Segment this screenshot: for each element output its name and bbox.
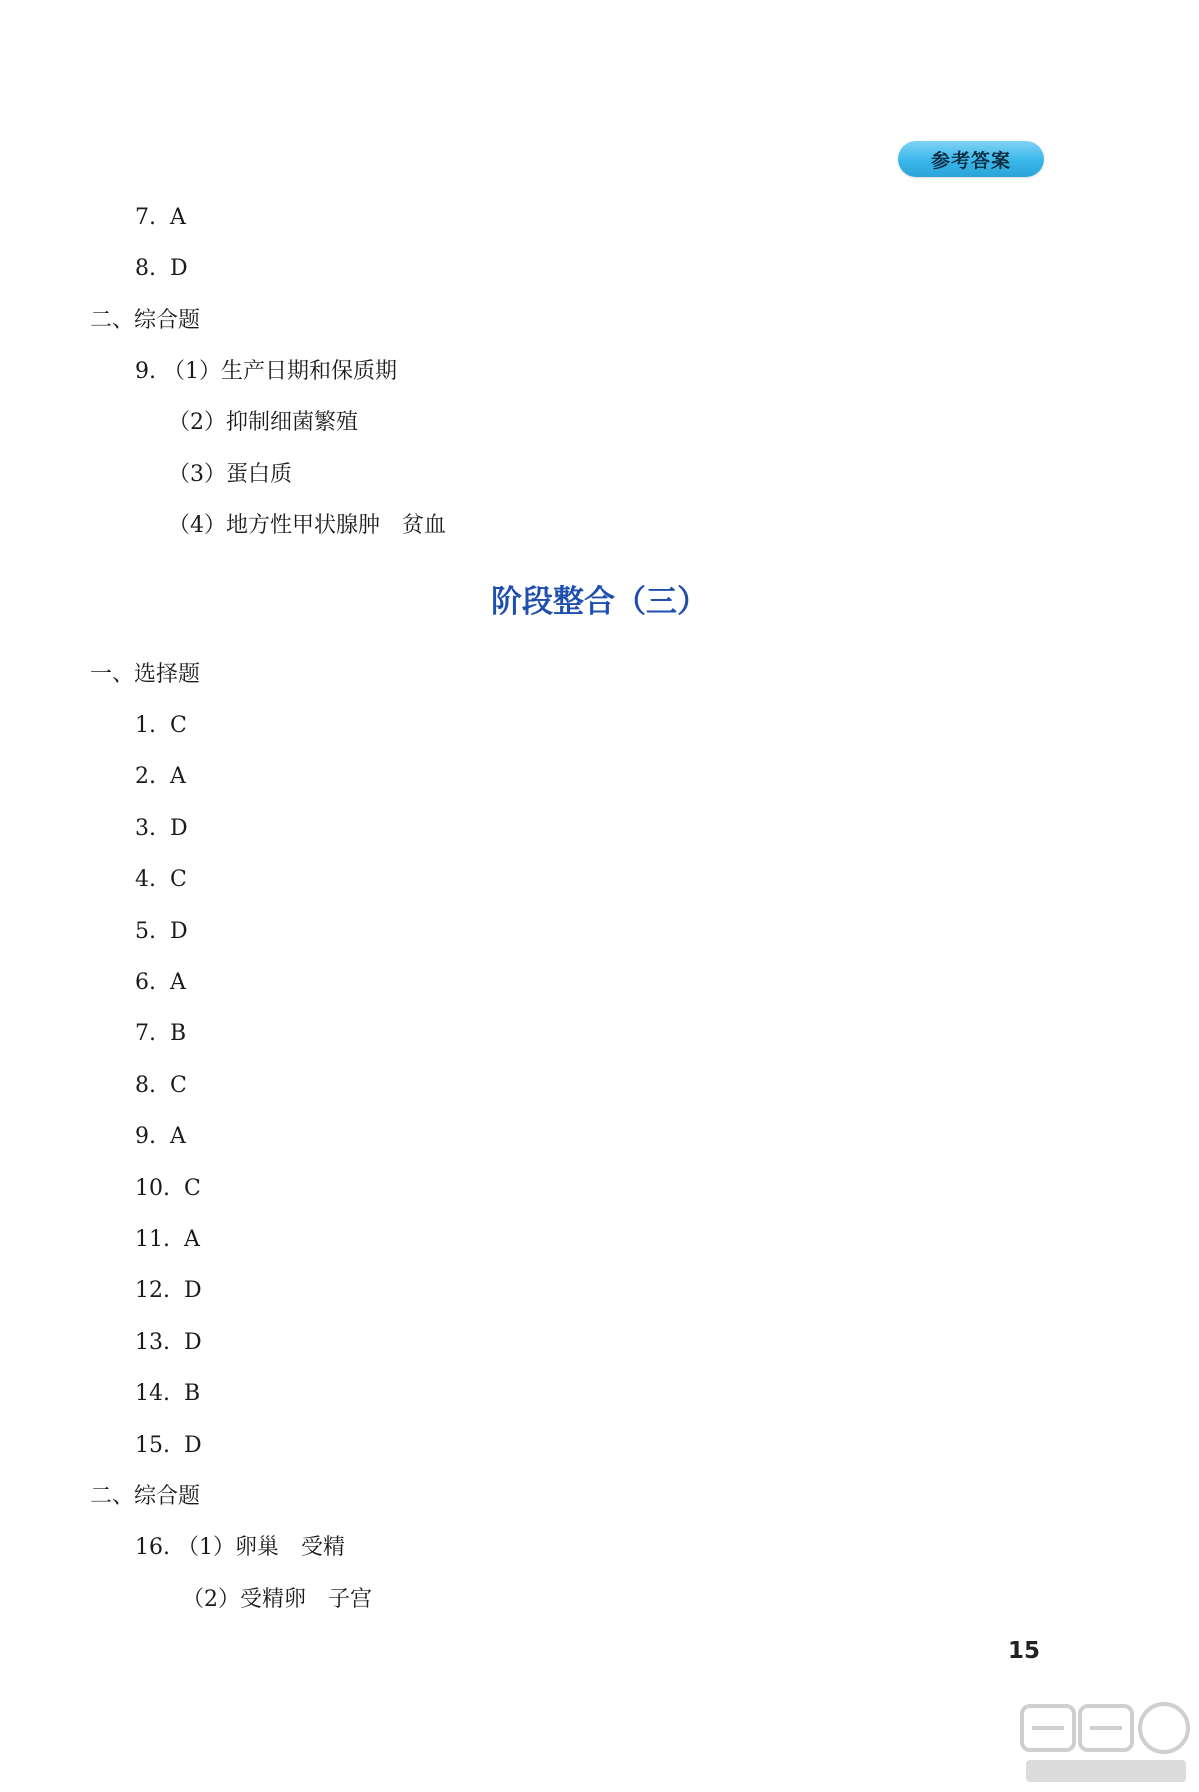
- answer-subitem: （4）地方性甲状腺肿 贫血: [168, 513, 446, 538]
- answer-item: 6. A: [135, 970, 186, 995]
- section-heading: 一、选择题: [90, 662, 201, 687]
- answer-item: 11. A: [135, 1227, 200, 1252]
- answer-item: 9. A: [135, 1124, 186, 1149]
- watermark-logo-icon: [1018, 1700, 1193, 1788]
- section-heading: 二、综合题: [90, 308, 201, 333]
- answer-item: 8. D: [135, 256, 188, 281]
- answer-item: 10. C: [135, 1176, 201, 1201]
- answer-item: 7. B: [135, 1021, 187, 1046]
- answer-item: 12. D: [135, 1278, 202, 1303]
- answer-item: 1. C: [135, 713, 187, 738]
- answer-subitem: （2）受精卵 子宫: [182, 1587, 372, 1612]
- answer-item: 5. D: [135, 919, 188, 944]
- answer-item: 9. （1）生产日期和保质期: [135, 359, 397, 384]
- answer-item: 4. C: [135, 867, 187, 892]
- answer-item: 15. D: [135, 1433, 202, 1458]
- reference-answer-badge: [898, 141, 1044, 177]
- answer-item: 13. D: [135, 1330, 202, 1355]
- answer-item: 16. （1）卵巢 受精: [135, 1535, 345, 1560]
- page-number: 15: [1008, 1638, 1041, 1664]
- answer-item: 8. C: [135, 1073, 187, 1098]
- answer-item: 2. A: [135, 764, 186, 789]
- badge-label: 参考答案: [930, 149, 1011, 172]
- section-heading: 二、综合题: [90, 1484, 201, 1509]
- answer-subitem: （2）抑制细菌繁殖: [168, 410, 358, 435]
- answer-item: 3. D: [135, 816, 188, 841]
- section-title: 阶段整合（三）: [491, 584, 708, 620]
- answer-item: 7. A: [135, 205, 186, 230]
- answer-subitem: （3）蛋白质: [168, 462, 292, 487]
- answer-item: 14. B: [135, 1381, 201, 1406]
